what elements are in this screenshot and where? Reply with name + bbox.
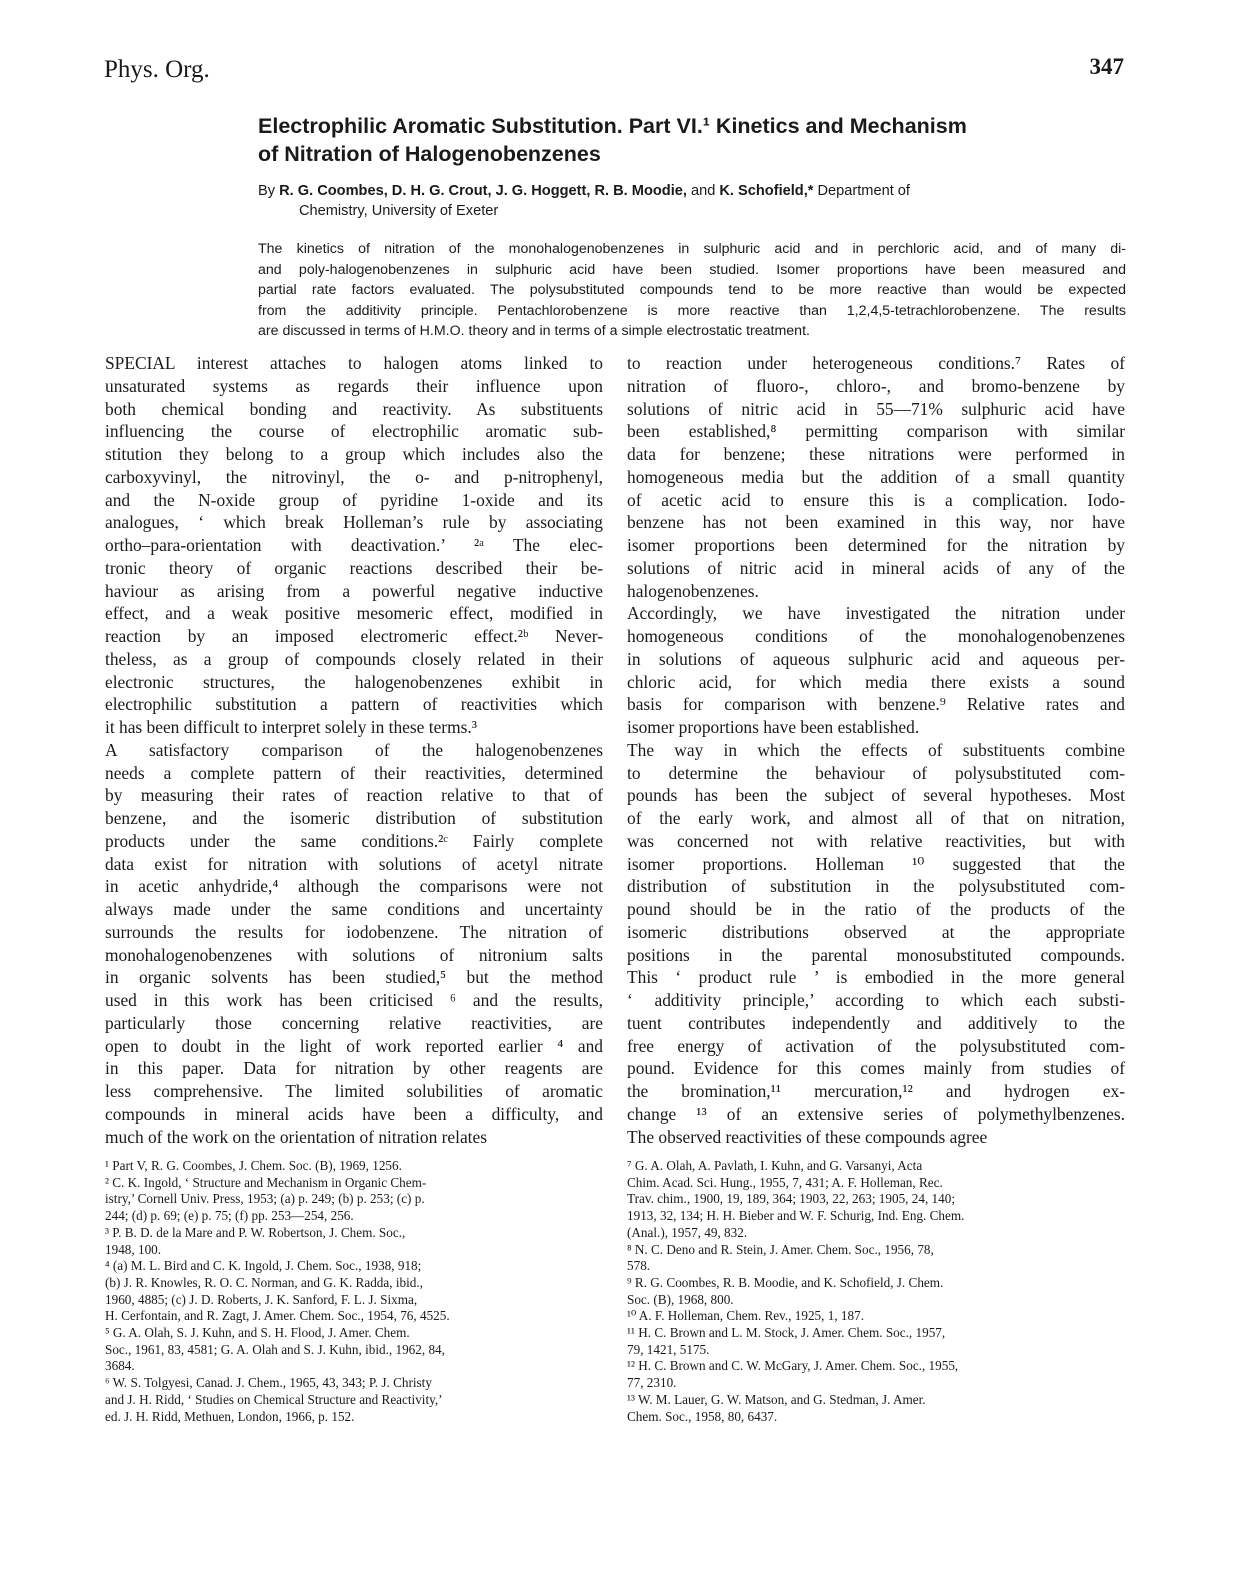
body-line: in solutions of aqueous sulphuric acid and aqueous per- bbox=[627, 648, 1125, 669]
footnote-line: (b) J. R. Knowles, R. O. C. Norman, and G. K. Radda, ibid., bbox=[105, 1274, 423, 1290]
body-line: compounds in mineral acids have been a difficulty, and bbox=[105, 1103, 603, 1124]
byline bbox=[258, 181, 1124, 221]
article-title bbox=[258, 112, 1138, 168]
body-line: tuent contributes independently and additively to the bbox=[627, 1012, 1125, 1033]
footnote-line: Trav. chim., 1900, 19, 189, 364; 1903, 22, 263; 1905, 24, 140; bbox=[627, 1191, 955, 1207]
footnote-line: Soc., 1961, 83, 4581; G. A. Olah and S. J. Kuhn, ibid., 1962, 84, bbox=[105, 1341, 445, 1357]
byline-prefix: By bbox=[258, 183, 280, 199]
body-line: ‘ additivity principle,’ according to which each substi- bbox=[627, 990, 1125, 1010]
body-line: benzene, and the isomeric distribution of substitution bbox=[105, 808, 603, 828]
footnote-line: ⁶ W. S. Tolgyesi, Canad. J. Chem., 1965, 43, 343; P. J. Christy bbox=[105, 1375, 432, 1391]
footnote-line: ⁸ N. C. Deno and R. Stein, J. Amer. Chem. Soc., 1956, 78, bbox=[627, 1241, 934, 1257]
footnote-line: 77, 2310. bbox=[627, 1375, 677, 1391]
body-line: in this paper. Data for nitration by other reagents are bbox=[105, 1058, 603, 1079]
body-line: The observed reactivities of these compounds agree bbox=[627, 1126, 988, 1147]
body-line: distribution of substitution in the polysubstituted com- bbox=[627, 876, 1125, 897]
body-line: it has been difficult to interpret solely in these terms.³ bbox=[105, 717, 477, 737]
body-line: SPECIAL interest attaches to halogen atoms linked to bbox=[105, 353, 603, 373]
byline-and: and bbox=[686, 183, 720, 199]
body-line: carboxyvinyl, the nitrovinyl, the o- and p-nitrophenyl, bbox=[105, 466, 603, 487]
author-names: R. G. Coombes, D. H. G. Crout, J. G. Hoggett, R. B. Moodie, bbox=[279, 183, 687, 199]
body-line: This ‘ product rule ’ is embodied in the more general bbox=[627, 967, 1125, 988]
body-line: less comprehensive. The limited solubilities of aromatic bbox=[105, 1081, 603, 1101]
body-line: basis for comparison with benzene.⁹ Relative rates and bbox=[627, 694, 1125, 715]
body-line: and the N-oxide group of pyridine 1-oxide and its bbox=[105, 489, 603, 510]
affiliation: Department of bbox=[813, 183, 910, 199]
footnotes-right bbox=[627, 1158, 1127, 1425]
body-line: stitution they belong to a group which includes also the bbox=[105, 444, 603, 464]
body-line: isomer proportions have been established. bbox=[627, 717, 920, 737]
footnote-line: ⁵ G. A. Olah, S. J. Kuhn, and S. H. Flood, J. Amer. Chem. bbox=[105, 1325, 410, 1341]
footnote-line: ⁴ (a) M. L. Bird and C. K. Ingold, J. Chem. Soc., 1938, 918; bbox=[105, 1258, 422, 1274]
body-line: particularly those concerning relative reactivities, are bbox=[105, 1012, 603, 1033]
body-line: by measuring their rates of reaction relative to that of bbox=[105, 785, 603, 806]
footnote-line: ³ P. B. D. de la Mare and P. W. Robertson, J. Chem. Soc., bbox=[105, 1224, 406, 1240]
abstract bbox=[258, 239, 1126, 342]
body-line: unsaturated systems as regards their influence upon bbox=[105, 375, 603, 396]
footnote-line: H. Cerfontain, and R. Zagt, J. Amer. Chem. Soc., 1954, 76, 4525. bbox=[105, 1308, 450, 1324]
title-line: Electrophilic Aromatic Substitution. Part VI.¹ Kinetics and Mechanism bbox=[258, 114, 967, 138]
title-line: of Nitration of Halogenobenzenes bbox=[258, 142, 601, 166]
body-line: halogenobenzenes. bbox=[627, 580, 759, 601]
page-number: 347 bbox=[1089, 54, 1124, 79]
body-line: Accordingly, we have investigated the nitration under bbox=[627, 603, 1125, 624]
body-line: isomer proportions been determined for the nitration by bbox=[627, 535, 1125, 555]
footnote-line: (Anal.), 1957, 49, 832. bbox=[627, 1224, 748, 1240]
body-line: positions in the parental monosubstituted compounds. bbox=[627, 944, 1125, 965]
running-head-journal: Phys. Org. bbox=[104, 56, 210, 83]
body-line: analogues, ‘ which break Holleman’s rule by associating bbox=[105, 512, 603, 533]
body-line: solutions of nitric acid in 55—71% sulphuric acid have bbox=[627, 398, 1125, 419]
body-line: solutions of nitric acid in mineral acids of any of the bbox=[627, 557, 1125, 578]
body-line: electronic structures, the halogenobenzenes exhibit in bbox=[105, 671, 603, 692]
body-line: surrounds the results for iodobenzene. The nitration of bbox=[105, 921, 603, 942]
footnote-line: Chim. Acad. Sci. Hung., 1955, 7, 431; A. F. Holleman, Rec. bbox=[627, 1174, 943, 1190]
footnote-line: and J. H. Ridd, ‘ Studies on Chemical Structure and Reactivity,’ bbox=[105, 1391, 443, 1407]
body-line: to determine the behaviour of polysubstituted com- bbox=[627, 762, 1125, 783]
footnote-line: ¹⁰ A. F. Holleman, Chem. Rev., 1925, 1, 187. bbox=[627, 1308, 864, 1324]
footnote-line: ¹² H. C. Brown and C. W. McGary, J. Amer. Chem. Soc., 1955, bbox=[627, 1358, 959, 1374]
body-line: pound. Evidence for this comes mainly from studies of bbox=[627, 1058, 1125, 1079]
body-line: of acetic acid to ensure this is a complication. Iodo- bbox=[627, 489, 1125, 510]
body-line: change ¹³ of an extensive series of polymethylbenzenes. bbox=[627, 1103, 1125, 1124]
footnote-line: 79, 1421, 5175. bbox=[627, 1341, 710, 1357]
body-line: A satisfactory comparison of the halogenobenzenes bbox=[105, 739, 603, 760]
body-line: the bromination,¹¹ mercuration,¹² and hydrogen ex- bbox=[627, 1081, 1125, 1101]
body-line: free energy of activation of the polysubstituted com- bbox=[627, 1035, 1125, 1056]
body-line: in organic solvents has been studied,⁵ but the method bbox=[105, 967, 603, 988]
body-line: effect, and a weak positive mesomeric effect, modified in bbox=[105, 603, 603, 624]
footnote-line: 1913, 32, 134; H. H. Bieber and W. F. Schurig, Ind. Eng. Chem. bbox=[627, 1208, 965, 1224]
abstract-line: and poly-halogenobenzenes in sulphuric acid have been studied. Isomer proportions have been measured and bbox=[258, 261, 1126, 278]
body-line: The way in which the effects of substituents combine bbox=[627, 739, 1125, 760]
footnote-line: 244; (d) p. 69; (e) p. 75; (f) pp. 253—254, 256. bbox=[105, 1208, 354, 1224]
body-line: homogeneous media but the addition of a small quantity bbox=[627, 466, 1125, 487]
body-line: isomeric distributions observed at the appropriate bbox=[627, 921, 1125, 942]
body-line: homogeneous conditions of the monohalogenobenzenes bbox=[627, 626, 1125, 646]
body-column-right bbox=[627, 352, 1125, 1148]
body-line: isomer proportions. Holleman ¹⁰ suggested that the bbox=[627, 853, 1125, 874]
body-line: been established,⁸ permitting comparison with similar bbox=[627, 421, 1125, 442]
body-line: theless, as a group of compounds closely related in their bbox=[105, 648, 603, 669]
body-line: needs a complete pattern of their reactivities, determined bbox=[105, 762, 603, 783]
footnote-line: 1948, 100. bbox=[105, 1241, 162, 1257]
footnotes-left bbox=[105, 1158, 605, 1425]
body-line: monohalogenobenzenes with solutions of nitronium salts bbox=[105, 944, 603, 965]
body-line: data for benzene; these nitrations were performed in bbox=[627, 444, 1125, 464]
body-line: influencing the course of electrophilic aromatic sub- bbox=[105, 421, 603, 442]
body-line: ortho–para-orientation with deactivation.’ ²ᵃ The elec- bbox=[105, 535, 603, 555]
body-line: pounds has been the subject of several hypotheses. Most bbox=[627, 785, 1125, 806]
body-line: products under the same conditions.²ᶜ Fairly complete bbox=[105, 830, 603, 851]
body-line: benzene has not been examined in this way, nor have bbox=[627, 512, 1125, 533]
footnote-line: Chem. Soc., 1958, 80, 6437. bbox=[627, 1408, 778, 1424]
corresponding-author: K. Schofield,* bbox=[719, 183, 814, 199]
body-line: used in this work has been criticised ⁶ and the results, bbox=[105, 990, 603, 1010]
body-line: was concerned not with relative reactivities, but with bbox=[627, 830, 1125, 851]
body-line: nitration of fluoro-, chloro-, and bromo-benzene by bbox=[627, 375, 1125, 396]
footnote-line: ⁷ G. A. Olah, A. Pavlath, I. Kuhn, and G. Varsanyi, Acta bbox=[627, 1158, 923, 1173]
body-line: much of the work on the orientation of nitration relates bbox=[105, 1126, 487, 1147]
body-line: tronic theory of organic reactions described their be- bbox=[105, 557, 603, 578]
body-line: electrophilic substitution a pattern of reactivities which bbox=[105, 694, 603, 715]
abstract-line: are discussed in terms of H.M.O. theory and in terms of a simple electrostatic treatment. bbox=[258, 323, 810, 339]
abstract-line: from the additivity principle. Pentachlorobenzene is more reactive than 1,2,4,5-tetrachlorobenzene. The results bbox=[258, 302, 1126, 319]
abstract-line: The kinetics of nitration of the monohalogenobenzenes in sulphuric acid and in perchloric acid, and of many di- bbox=[258, 241, 1126, 257]
affiliation-continued: Chemistry, University of Exeter bbox=[299, 203, 499, 219]
footnote-line: ⁹ R. G. Coombes, R. B. Moodie, and K. Schofield, J. Chem. bbox=[627, 1274, 944, 1290]
footnote-line: 3684. bbox=[105, 1358, 135, 1374]
body-column-left bbox=[105, 352, 603, 1148]
footnote-line: 1960, 4885; (c) J. D. Roberts, J. K. Sanford, F. L. J. Sixma, bbox=[105, 1291, 418, 1307]
body-line: both chemical bonding and reactivity. As substituents bbox=[105, 398, 603, 419]
footnote-line: ¹¹ H. C. Brown and L. M. Stock, J. Amer. Chem. Soc., 1957, bbox=[627, 1325, 946, 1341]
body-line: pound should be in the ratio of the products of the bbox=[627, 899, 1125, 919]
body-line: open to doubt in the light of work reported earlier ⁴ and bbox=[105, 1035, 603, 1056]
footnote-line: istry,’ Cornell Univ. Press, 1953; (a) p. 249; (b) p. 253; (c) p. bbox=[105, 1191, 425, 1207]
body-line: data exist for nitration with solutions of acetyl nitrate bbox=[105, 853, 603, 874]
body-line: in acetic anhydride,⁴ although the comparisons were not bbox=[105, 876, 603, 897]
footnote-line: 578. bbox=[627, 1258, 651, 1274]
abstract-line: partial rate factors evaluated. The polysubstituted compounds tend to be more reactive than would be expected bbox=[258, 282, 1126, 298]
body-line: of the early work, and almost all of that on nitration, bbox=[627, 808, 1125, 828]
body-line: chloric acid, for which media there exists a sound bbox=[627, 671, 1125, 692]
body-line: to reaction under heterogeneous conditions.⁷ Rates of bbox=[627, 353, 1125, 373]
footnote-line: ¹ Part V, R. G. Coombes, J. Chem. Soc. (B), 1969, 1256. bbox=[105, 1158, 402, 1173]
body-line: always made under the same conditions and uncertainty bbox=[105, 899, 603, 919]
footnote-line: ² C. K. Ingold, ‘ Structure and Mechanism in Organic Chem- bbox=[105, 1174, 427, 1190]
footnote-line: ed. J. H. Ridd, Methuen, London, 1966, p. 152. bbox=[105, 1408, 355, 1424]
footnote-line: ¹³ W. M. Lauer, G. W. Matson, and G. Stedman, J. Amer. bbox=[627, 1391, 926, 1407]
body-line: reaction by an imposed electromeric effect.²ᵇ Never- bbox=[105, 626, 603, 646]
body-line: haviour as arising from a powerful negative inductive bbox=[105, 580, 603, 601]
footnote-line: Soc. (B), 1968, 800. bbox=[627, 1291, 734, 1307]
